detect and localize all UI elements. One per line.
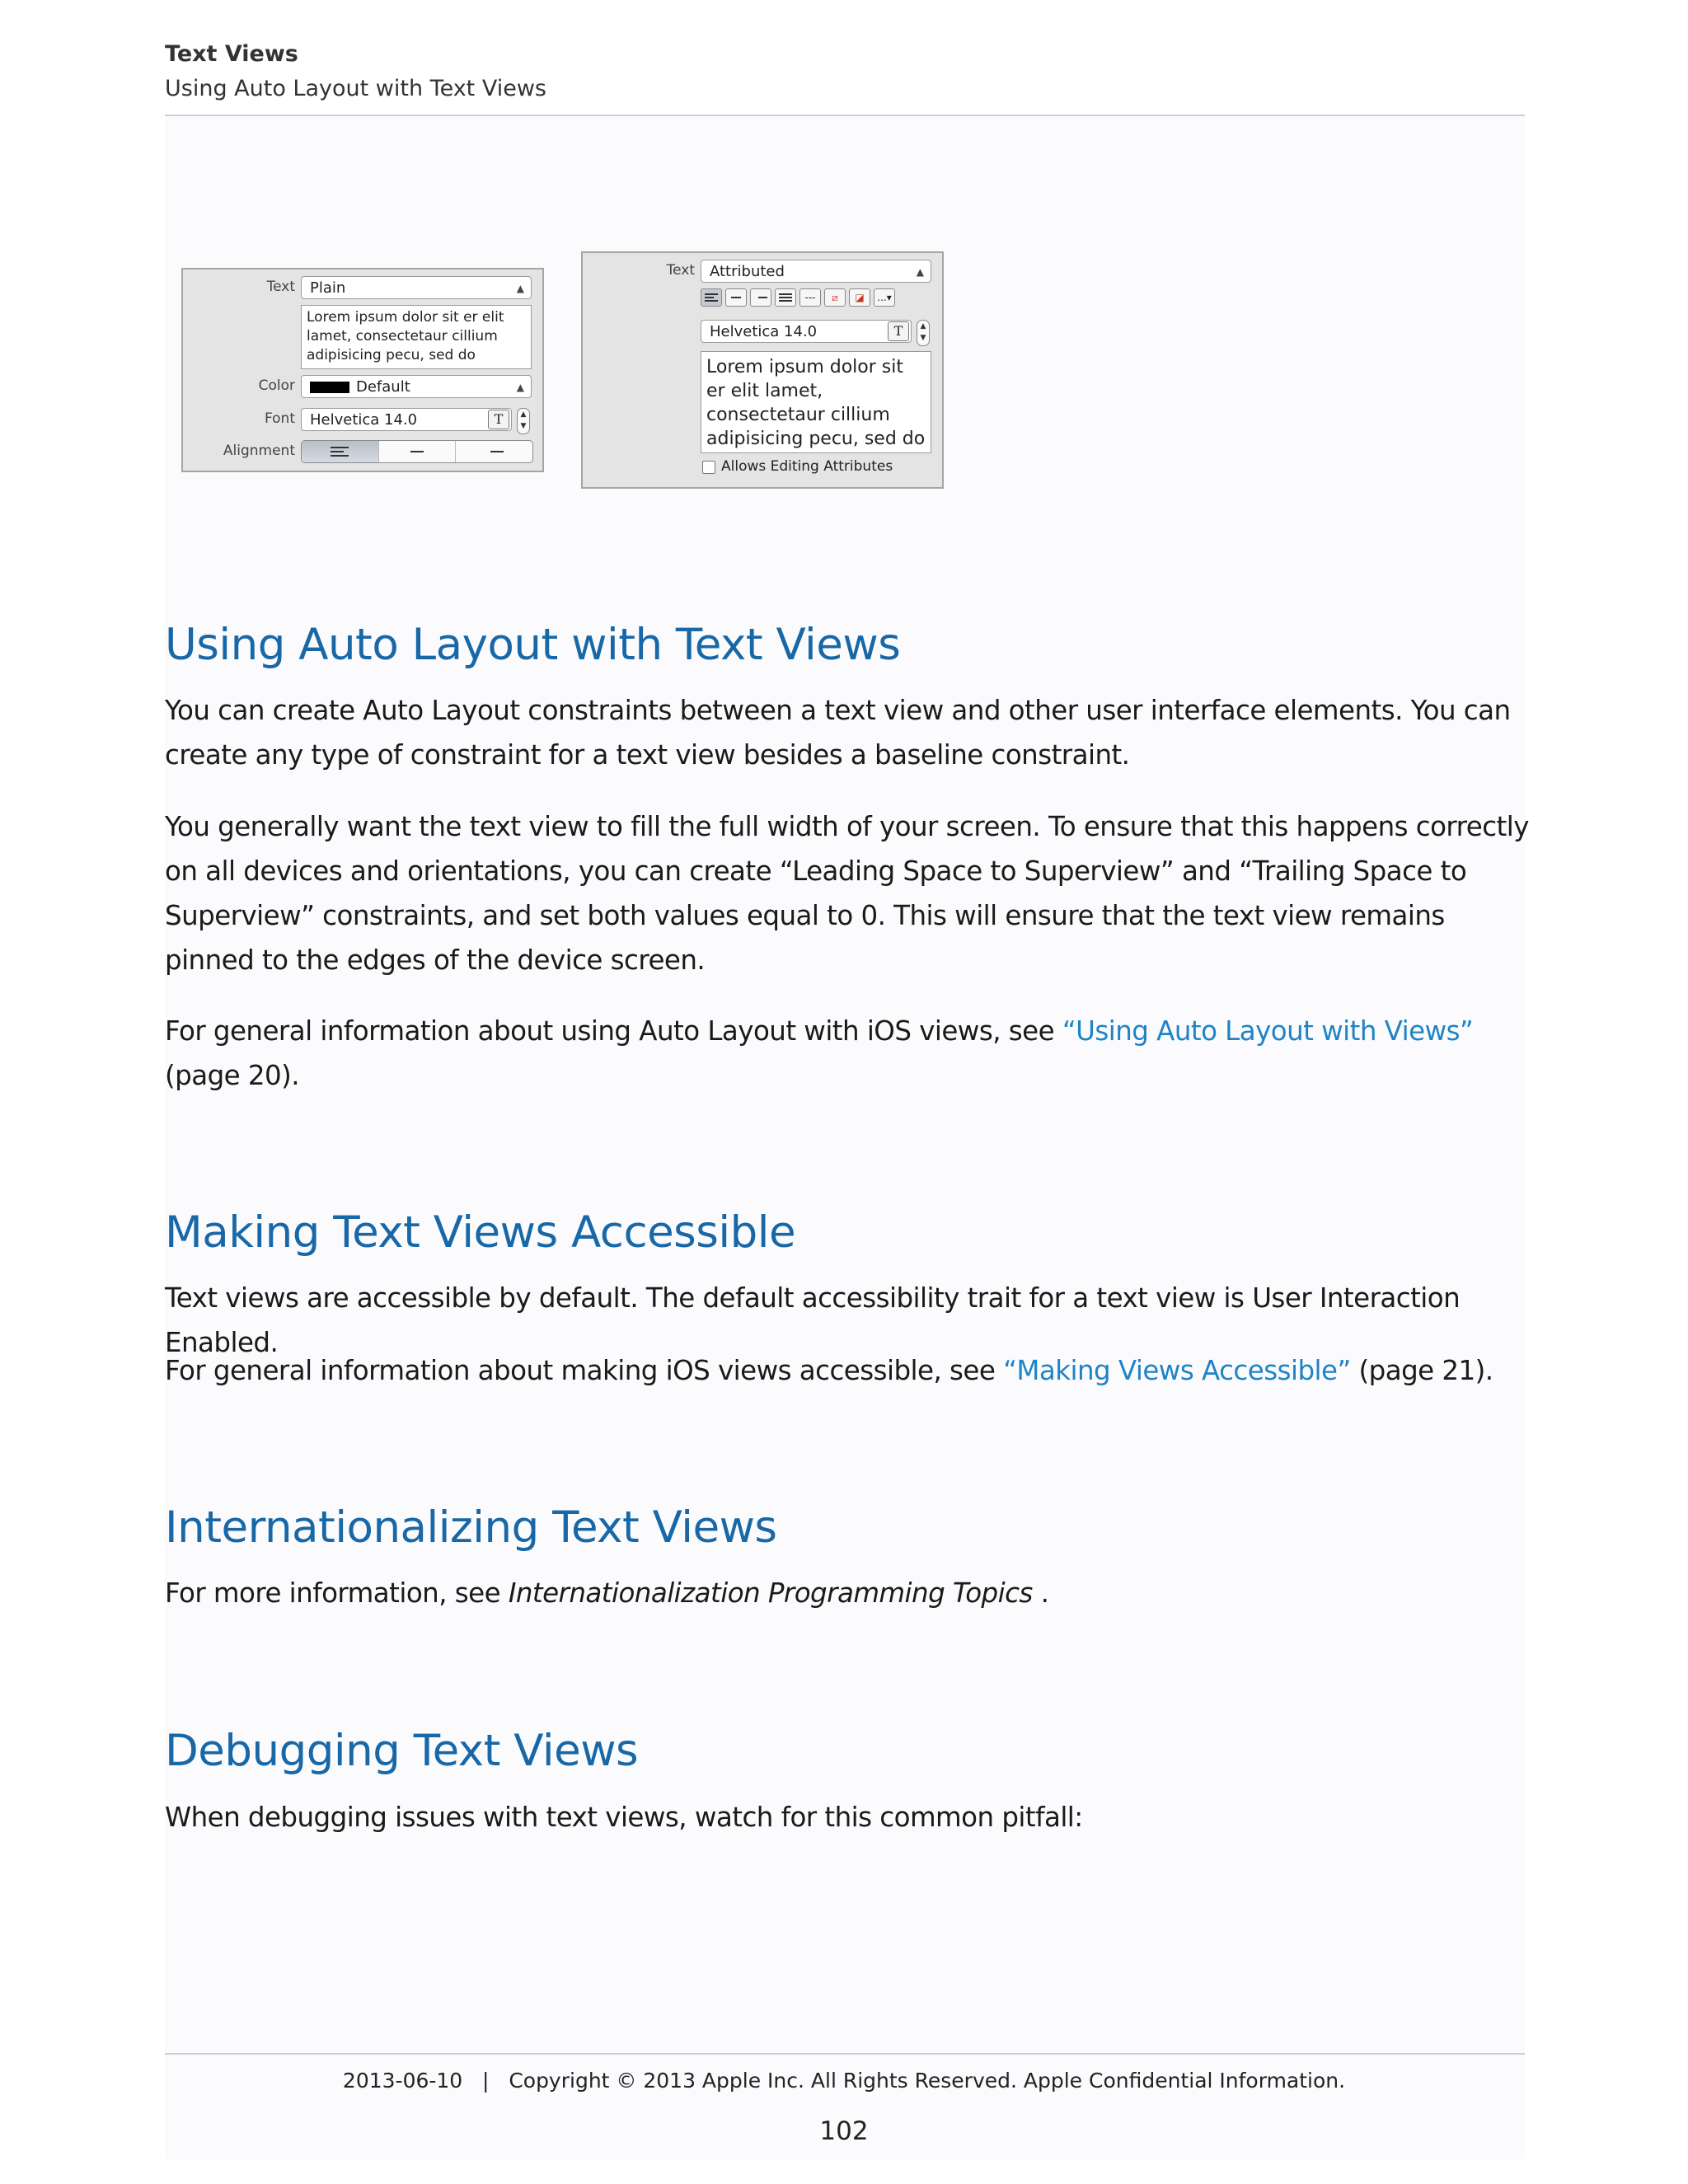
select-arrows-icon: ▲: [516, 382, 524, 393]
align-left-icon: [705, 293, 718, 302]
color-select[interactable]: [301, 375, 532, 398]
align-center-icon: [408, 447, 426, 457]
paragraph: Text views are accessible by default. The default accessibility trait for a text view is User Interaction Enabled.: [165, 1282, 1461, 1358]
align-center-icon: [729, 293, 743, 302]
attributed-sample-text-area[interactable]: Lorem ipsum dolor sit er elit lamet, consectetaur cillium adipisicing pecu, sed do: [701, 351, 931, 453]
justify-icon: [779, 293, 792, 302]
attributed-text-inspector-panel: [581, 251, 944, 489]
text-run: For general information about using Auto Layout with iOS views, see: [165, 1015, 1062, 1047]
header-section-title: Text Views: [165, 41, 298, 67]
section-title-accessible: Making Text Views Accessible: [165, 1207, 796, 1258]
font-value: Helvetica 14.0: [310, 411, 418, 429]
text-type-label: Text: [266, 279, 295, 295]
text-run: For general information about making iOS views accessible, see: [165, 1355, 1004, 1386]
paragraph: [165, 1348, 1533, 1393]
link-using-auto-layout-with-views[interactable]: “Using Auto Layout with Views”: [1062, 1015, 1474, 1047]
align-right-segment[interactable]: [456, 441, 532, 462]
attr-align-center-button[interactable]: [725, 288, 747, 307]
book-title: Internationalization Programming Topics: [508, 1577, 1033, 1609]
header-divider: [165, 115, 1525, 116]
align-right-icon: [754, 293, 767, 302]
link-making-views-accessible[interactable]: “Making Views Accessible”: [1003, 1355, 1351, 1386]
paragraph: When debugging issues with text views, watch for this common pitfall:: [165, 1802, 1083, 1833]
paragraph: [165, 1009, 1533, 1098]
attributed-format-toolbar: [701, 288, 895, 307]
allows-editing-label: Allows Editing Attributes: [721, 458, 893, 475]
font-picker-icon[interactable]: T: [488, 410, 509, 429]
font-field[interactable]: [301, 408, 512, 431]
text-run: (page 21).: [1350, 1355, 1493, 1386]
align-right-icon: [485, 447, 504, 457]
section-title-auto-layout: Using Auto Layout with Text Views: [165, 620, 901, 670]
color-swatch: [310, 382, 349, 393]
attr-font-field[interactable]: [701, 320, 912, 343]
footer-copyright: 2013-06-10 | Copyright © 2013 Apple Inc. All Rights Reserved. Apple Confidential Information.: [342, 2069, 1346, 2093]
attr-font-value: Helvetica 14.0: [710, 323, 818, 340]
select-arrows-icon: ▲: [516, 283, 524, 294]
align-center-segment[interactable]: [379, 441, 457, 462]
attr-justify-button[interactable]: [775, 288, 796, 307]
align-left-segment[interactable]: [302, 441, 379, 462]
alignment-segmented-control[interactable]: [301, 440, 533, 463]
color-value: Default: [356, 378, 410, 396]
attr-align-left-button[interactable]: [701, 288, 722, 307]
color-label: Color: [258, 377, 295, 394]
font-size-stepper[interactable]: ▲ ▼: [517, 408, 530, 434]
text-run: (page 20).: [165, 1060, 300, 1091]
attr-align-right-button[interactable]: [750, 288, 771, 307]
paragraph: [165, 1571, 1533, 1615]
select-arrows-icon: ▲: [916, 266, 924, 278]
font-picker-icon[interactable]: T: [888, 321, 909, 341]
font-label: Font: [264, 410, 295, 427]
text-run: For more information, see: [165, 1577, 509, 1609]
alignment-label: Alignment: [223, 443, 295, 459]
background-color-icon[interactable]: ◪: [849, 288, 870, 307]
attr-text-type-value: Attributed: [710, 263, 785, 280]
font-size-stepper[interactable]: ▲ ▼: [917, 320, 930, 346]
footer-divider: [165, 2053, 1525, 2055]
plain-text-inspector-panel: [181, 268, 544, 472]
section-title-debugging: Debugging Text Views: [165, 1726, 639, 1776]
section-title-internationalizing: Internationalizing Text Views: [165, 1502, 777, 1553]
attr-text-type-select[interactable]: [701, 260, 931, 283]
page-number: 102: [819, 2116, 869, 2146]
text-type-select[interactable]: [301, 276, 532, 299]
allows-editing-checkbox[interactable]: [702, 461, 715, 474]
no-color-icon[interactable]: ⧄: [824, 288, 846, 307]
attr-more-button[interactable]: ...▾: [874, 288, 895, 307]
text-type-value: Plain: [310, 279, 346, 297]
text-run: .: [1032, 1577, 1049, 1609]
align-left-icon: [331, 447, 349, 457]
plain-sample-text-area[interactable]: Lorem ipsum dolor sit er elit lamet, consectetaur cillium adipisicing pecu, sed do: [301, 305, 532, 369]
header-subsection-title: Using Auto Layout with Text Views: [165, 76, 546, 101]
paragraph: You can create Auto Layout constraints between a text view and other user interface elements. You can create any type of constraint for a text view besides a baseline constraint.: [165, 695, 1511, 771]
attr-text-type-label: Text: [666, 262, 695, 279]
attr-spacing-button[interactable]: ---: [799, 288, 821, 307]
paragraph: You generally want the text view to fill the full width of your screen. To ensure that this happens correctly on all devices and orientations, you can create “Leading Space to Superview” and “Trailing Space to Superview” constraints, and set both values equal to 0. This will ensure that the text view remains pinned to the edges of the device screen.: [165, 811, 1529, 976]
